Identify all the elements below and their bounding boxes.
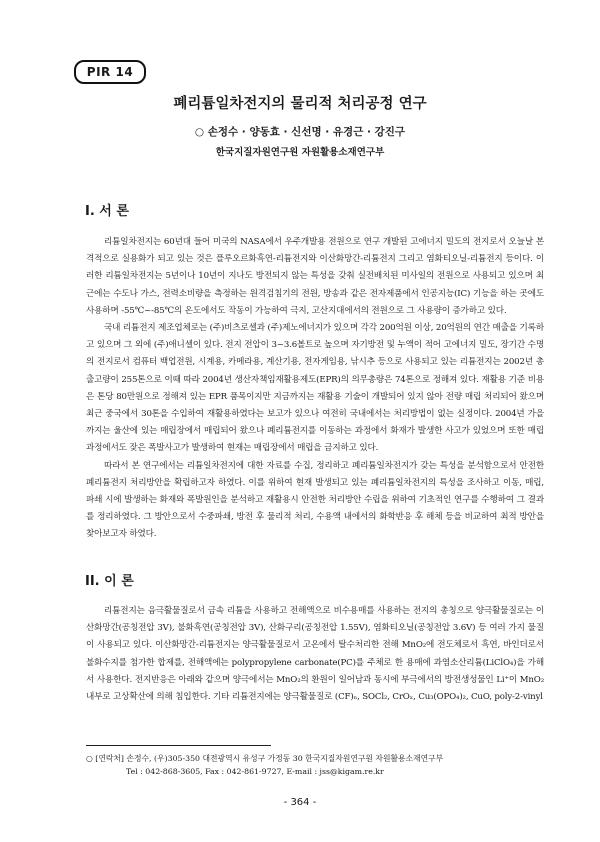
paragraph: 리튬일차전지는 60년대 들어 미국의 NASA에서 우주개발용 전원으로 연구 개발된 고에너지 밀도의 전지로서 오늘날 본격적으로 실용화가 되고 있는 것은 플루오르화흑연-리튬전지와 이산화망간-리튬전지 그리고 염화티오닐-리튬전지 등이다. 이러한 리튬일차전지는 5년이나 10년이 지나도 방전되지 않는 특성을 갖춰 실전배치된 미사일의 전원으로 사용되고 있으며 최근에는 수도나 가스, 전력소비량을 측정하는 원격검침기의 전원, 방송과 같은 전자제품에서 인공지능(IC) 기능을 하는 곳에도 사용하며 -55℃~-85℃의 온도에서도 작동이 가능하여 극지, 고산지대에서의 전원으로 그 사용량이 증가하고 있다. [86,237,544,316]
footnote-divider [86,745,271,746]
paper-code-badge: PIR 14 [74,60,146,84]
section-body-theory [86,603,544,706]
page-number: - 364 - [283,797,317,808]
section-heading-introduction: I. 서 론 [85,204,129,219]
author-list: ○ 손정수 · 양동효 · 신선명 · 유경근 · 강진구 [194,126,406,138]
footnote-tel: Tel : 042-868-3605, Fax : 042-861-9727, E-mail : jss@kigam.re.kr [126,767,384,776]
footnote [86,752,544,778]
footnote-contact: ○ [연락처] 손정수, (우)305-350 대전광역시 유성구 가정동 30 한국지질자원연구원 자원활용소재연구부 [86,754,444,763]
affiliation: 한국지질자원연구원 자원활용소재연구부 [215,147,385,158]
paper-title: 폐리튬일차전지의 물리적 처리공정 연구 [173,96,427,112]
section-heading-theory: II. 이 론 [85,574,134,589]
paragraph: 리튬전지는 음극활물질로서 금속 리튬을 사용하고 전해액으로 비수용매를 사용하는 전지의 총칭으로 양극활물질로는 이산화망간(공칭전압 3V), 불화흑연(공칭전압 3V), 산화구리(공칭전압 1.55V), 염화티오닐(공칭전압 3.6V) 등 여러 가지 물질이 사용되고 있다. 이산화망간-리튬전지는 양극활물질로서 고온에서 탈수처리한 전해 MnO₂에 전도체로서 흑연, 바인더로서 불화수지를 첨가한 합제를, 전해액에는 polypropylene carbonate(PC)를 주체로 한 용매에 과염소산리튬(LiClO₄)을 가해서 사용한다. 전지반응은 아래와 같으며 양극에서는 MnO₂의 환원이 일어남과 동시에 부극에서의 방전생성물인 Li⁺이 MnO₂내부로 고상확산에 의해 침입한다. 기타 리튬전지에는 양극활물질로 (CF)ₙ, SOCl₂, CrOₓ, Cu₃(OPO₄)₂, CuO, poly-2-vinyl [86,606,544,703]
paragraph: 국내 리튬전지 제조업체로는 (주)비츠로셀과 (주)제노에너지가 있으며 각각 200억원 이상, 20억원의 연간 매출을 기록하고 있으며 그 외에 (주)애니셀이 있다. 전지 전압이 3~3.6볼트로 높으며 자기방전 및 누액이 적어 고에너지 밀도, 장기간 수명의 전지로서 컴퓨터 백업전원, 시계용, 카메라용, 계산기용, 전자게임용, 낚시추 등으로 사용되고 있는 리튬전지는 2002년 총출고량이 255톤으로 이때 따라 2004년 생산자책임재활용제도(EPR)의 의무총량은 74톤으로 정해져 있다. 재활용 기준 비용은 톤당 80만원으로 정해져 있는 EPR 품목이지만 지금까지는 재활용 기술이 개발되어 있지 않아 전량 매립 처리되어 왔으며 최근 중국에서 30톤을 수입하여 재활용하였다는 보고가 있으나 여전히 국내에서는 처리방법이 없는 실정이다. 2004년 가을까지는 울산에 있는 매립장에서 매립되어 왔으나 폐리튬전지를 이동하는 과정에서 화재가 발생한 사고가 있었으며 또한 매립과정에서도 잦은 폭발사고가 발생하여 현재는 매립장에서 매립을 금지하고 있다. [86,323,544,454]
paragraph: 따라서 본 연구에서는 리튬일차전지에 대한 자료를 수집, 정리하고 폐리튬일차전지가 갖는 특성을 분석함으로서 안전한 폐리튬전지 처리방안을 확립하고자 하였다. 이를 위하여 현재 발생되고 있는 폐리튬일차전지의 특성을 조사하고 이동, 매립, 파쇄 시에 발생하는 화재와 폭발원인을 분석하고 재활용시 안전한 처리방안 수립을 위하여 기초적인 연구를 수행하여 그 결과를 정리하였다. 그 방안으로서 수중파쇄, 방전 후 물리적 처리, 수용액 내에서의 화학반응 후 해체 등을 비교하여 최적 방안을 찾아보고자 하였다. [86,460,544,540]
section-body-introduction [86,234,544,544]
